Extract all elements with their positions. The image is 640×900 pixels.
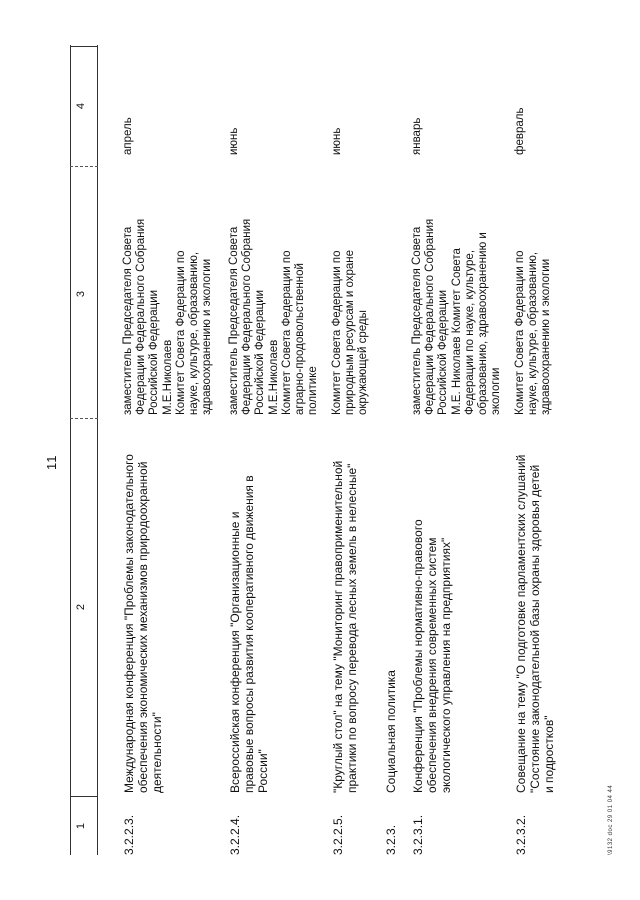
section-title bbox=[384, 421, 398, 793]
responsible-line: политике bbox=[307, 366, 320, 415]
responsible-line: Комитет Совета Федерации по bbox=[331, 250, 343, 415]
responsible-line: аграрно-продовольственной bbox=[294, 263, 307, 415]
event-line: экологического управления на предприятиях" bbox=[439, 537, 453, 793]
event-line: деятельности" bbox=[150, 712, 164, 793]
row-number: 3.2.2.4. bbox=[228, 814, 242, 855]
responsible-line: Комитет Совета Федерации по bbox=[514, 250, 526, 415]
event-line: "Круглый стол" на тему "Мониторинг правоприменительной bbox=[331, 460, 345, 793]
event-date: июнь bbox=[331, 127, 343, 155]
header-col-2: 2 bbox=[75, 603, 87, 611]
responsible bbox=[122, 187, 214, 415]
row-number: 3.2.2.5. bbox=[331, 814, 345, 855]
responsible-line: экологии bbox=[490, 367, 503, 415]
responsible-line: здравоохранению и экологии bbox=[201, 258, 214, 415]
row-number: 3.2.3.1. bbox=[411, 814, 425, 855]
responsible bbox=[331, 187, 371, 415]
event-date: июнь bbox=[228, 127, 240, 155]
event-date: январь bbox=[411, 117, 423, 155]
responsible bbox=[228, 187, 320, 415]
header-col-1: 1 bbox=[75, 822, 87, 830]
header-col-4: 4 bbox=[75, 102, 87, 110]
responsible-line: заместитель Председателя Совета bbox=[122, 226, 134, 415]
event-line: Международная конференция "Проблемы законодательного bbox=[122, 454, 136, 793]
event-date: февраль bbox=[514, 107, 526, 155]
event-line: обеспечения внедрения современных систем bbox=[425, 537, 439, 793]
responsible-line: образованию, здравоохранению и bbox=[477, 232, 490, 415]
event-line: России" bbox=[256, 749, 270, 793]
event-line: обеспечения экономических механизмов природоохранной bbox=[136, 461, 150, 793]
responsible-line: природным ресурсам и охране bbox=[344, 250, 357, 415]
event-title bbox=[122, 421, 164, 793]
responsible-line: науке, культуре, образованию, bbox=[527, 251, 540, 415]
event-line: и подростков" bbox=[542, 715, 556, 793]
event-line: правовые вопросы развития кооперативного движения в bbox=[242, 475, 256, 793]
event-line: Социальная политика bbox=[384, 670, 398, 793]
event-title bbox=[228, 421, 270, 793]
event-line: Конференция "Проблемы нормативно-правового bbox=[411, 519, 425, 793]
responsible bbox=[411, 187, 503, 415]
table-header bbox=[70, 45, 98, 855]
row-number: 3.2.3. bbox=[384, 824, 398, 855]
responsible-line: окружающей среды bbox=[357, 310, 370, 415]
responsible-line: Российской Федерации bbox=[437, 289, 450, 415]
event-line: Всероссийская конференция "Организационные и bbox=[228, 511, 242, 793]
responsible bbox=[514, 187, 554, 415]
event-title bbox=[514, 421, 556, 793]
responsible-line: Федерации Федерального Собрания bbox=[241, 218, 254, 415]
responsible-line: здравоохранению и экологии bbox=[540, 258, 553, 415]
responsible-line: заместитель Председателя Совета bbox=[228, 226, 240, 415]
event-date: апрель bbox=[122, 117, 134, 155]
event-title bbox=[331, 421, 359, 793]
responsible-line: Федерации Федерального Собрания bbox=[424, 218, 437, 415]
header-separator bbox=[70, 46, 98, 47]
row-number: 3.2.2.3. bbox=[122, 814, 136, 855]
responsible-line: М.Е.Николаев bbox=[161, 339, 174, 415]
event-line: "Состояние законодательной базы охраны здоровья детей bbox=[528, 464, 542, 793]
responsible-line: Федерации по науке, культуре, bbox=[463, 249, 476, 415]
responsible-line: Комитет Совета Федерации по bbox=[174, 250, 187, 415]
footer-file-note: \9132 doc 29 01 04 44 bbox=[608, 784, 614, 855]
event-title bbox=[411, 421, 453, 793]
responsible-line: Российской Федерации bbox=[148, 289, 161, 415]
responsible-line: М.Е. Николаев Комитет Совета bbox=[450, 248, 463, 415]
responsible-line: Российской Федерации bbox=[254, 289, 267, 415]
responsible-line: Комитет Совета Федерации по bbox=[280, 250, 293, 415]
header-col-3: 3 bbox=[75, 290, 87, 298]
event-line: Совещание на тему "О подготовке парламентских слушаний bbox=[514, 454, 528, 793]
responsible-line: М.Е.Николаев bbox=[267, 339, 280, 415]
responsible-line: Федерации Федерального Собрания bbox=[135, 218, 148, 415]
responsible-line: заместитель Председателя Совета bbox=[411, 226, 423, 415]
responsible-line: науке, культуре, образованию, bbox=[188, 251, 201, 415]
event-line: практики по вопросу перевода лесных земель в нелесные" bbox=[345, 463, 359, 793]
page-number: 11 bbox=[44, 454, 59, 470]
row-number: 3.2.3.2. bbox=[514, 814, 528, 855]
